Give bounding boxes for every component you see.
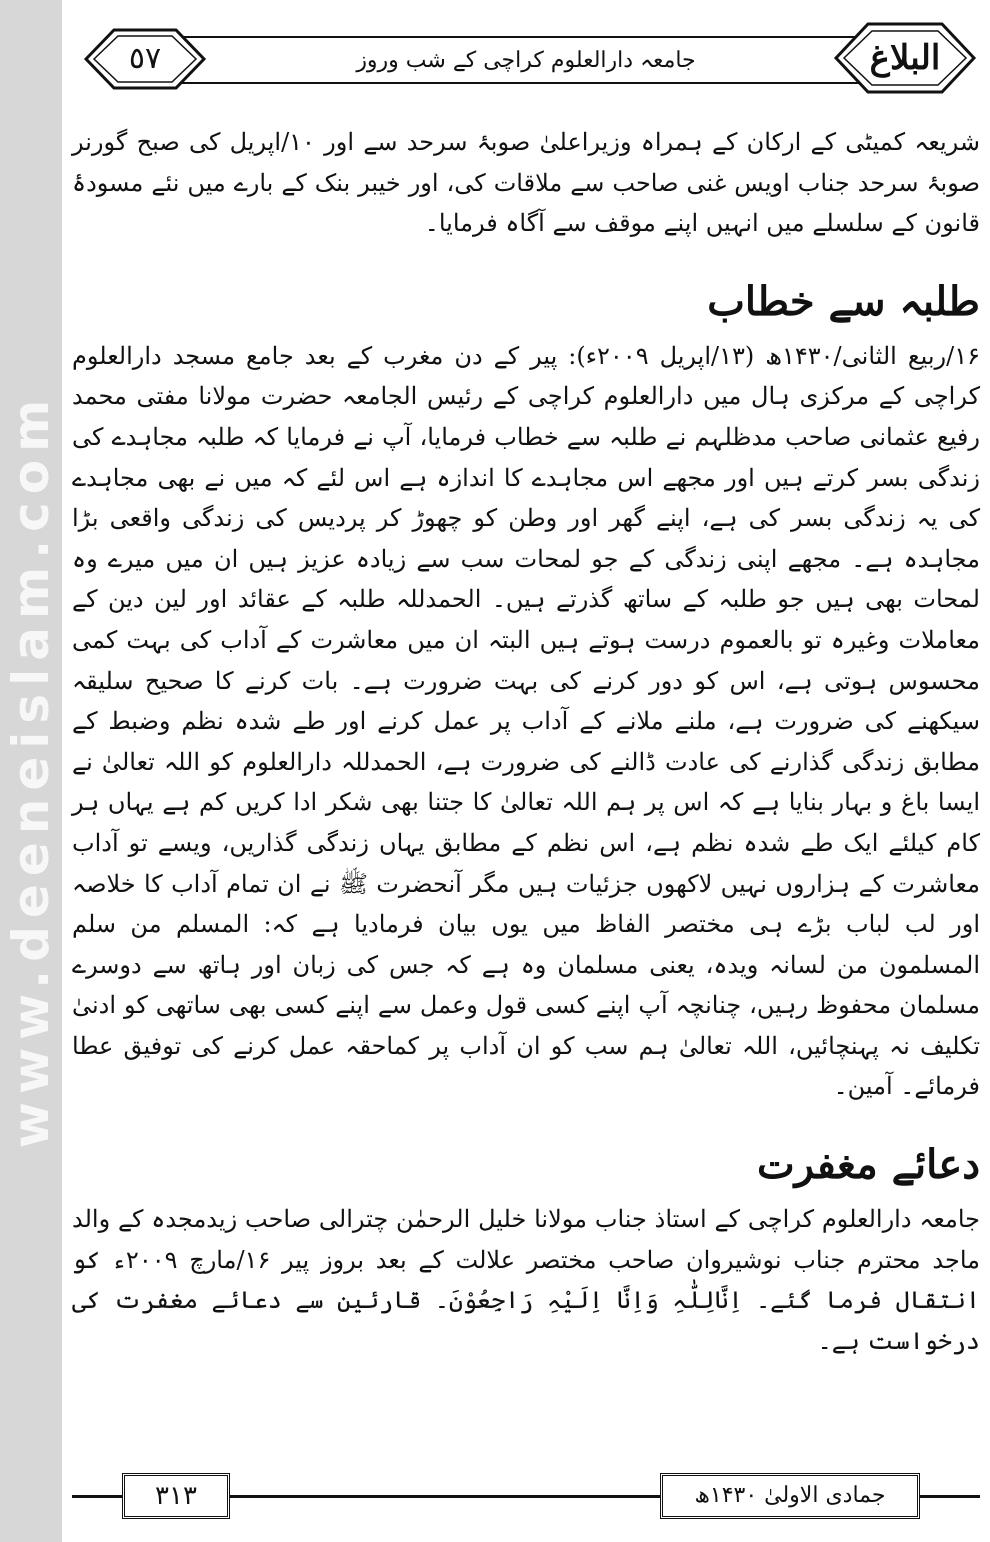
- magazine-logo: [830, 18, 980, 98]
- paragraph-intro: شریعہ کمیٹی کے ارکان کے ہمراہ وزیراعلیٰ صوبۂ سرحد سے اور ۱۰/اپریل کی صبح گورنر صوبۂ سرحد جناب اویس غنی صاحب سے ملاقات کی، اور خیبر بنک کے بارے میں نئے مسودۂ قانون کے سلسلے میں انہیں اپنے موقف سے آگاہ فرمایا۔: [72, 128, 981, 238]
- watermark-text: www.deeneislam.com: [2, 391, 60, 1149]
- page-footer: [72, 1465, 980, 1525]
- footer-issue-date: جمادی الاولیٰ ۱۴۳۰ھ: [660, 1473, 920, 1519]
- footer-rule-middle: [230, 1495, 660, 1498]
- header-rule-top: [152, 36, 900, 38]
- page-number: ٥٧: [128, 41, 162, 76]
- left-sidebar-strip: [0, 0, 62, 1542]
- footer-page-ref: ۳۱۳: [122, 1473, 230, 1519]
- section-heading-prayer: دعائے مغفرت: [756, 1141, 980, 1189]
- page-header: [72, 12, 980, 98]
- footer-rule-right: [920, 1495, 980, 1498]
- page: [72, 0, 980, 1542]
- running-title: جامعہ دارالعلوم کراچی کے شب وروز: [356, 48, 696, 73]
- footer-rule-left: [72, 1495, 122, 1498]
- header-rule-bottom: [152, 82, 900, 84]
- article-body: [72, 122, 980, 1361]
- paragraph-prayer: جامعہ دارالعلوم کراچی کے استاذ جناب مولانا خلیل الرحمٰن چترالی صاحب زیدمجدہ کے والد ماجد محترم جناب نوشیروان صاحب مختصر علالت کے بعد بروز پیر ۱۶/مارچ ۲۰۰۹ء کو انتقال فرما گئے۔ اِنَّالِلّٰہِ وَاِنَّا اِلَیْہِ رَاجِعُوْنَ۔ قارئین سے دعائے مغفرت کی درخواست ہے۔: [72, 1205, 980, 1355]
- page-number-badge: [80, 24, 210, 94]
- section-heading-students-address: طلبہ سے خطاب: [707, 277, 980, 325]
- logo-text: البلاغ: [869, 38, 941, 78]
- paragraph-students-address: ۱۶/ربیع الثانی/۱۴۳۰ھ (۱۳/اپریل ۲۰۰۹ء): پیر کے دن مغرب کے بعد جامع مسجد دارالعلوم کراچی کے مرکزی ہال میں دارالعلوم کراچی کے رئیس الجامعہ حضرت مولانا مفتی محمد رفیع عثمانی صاحب مدظلہم نے طلبہ سے خطاب فرمایا، آپ نے فرمایا کہ طلبہ مجاہدے کی زندگی بسر کرتے ہیں اور مجھے اس مجاہدے کا اندازہ ہے اس لئے کہ میں نے بھی مجاہدے کی یہ زندگی بسر کی ہے، اپنے گھر اور وطن کو چھوڑ کر پردیس کی زندگی واقعی بڑا مجاہدہ ہے۔ مجھے اپنی زندگی کے جو لمحات سب سے زیادہ عزیز ہیں ان میں میرے وہ لمحات بھی ہیں جو طلبہ کے ساتھ گذرتے ہیں۔ الحمدللہ طلبہ کے عقائد اور لین دین کے معاملات وغیرہ تو بالعموم درست ہوتے ہیں البتہ ان میں معاشرت کے آداب کی بہت کمی محسوس ہوتی ہے، اس کو دور کرنے کی بہت ضرورت ہے۔ بات کرنے کا صحیح سلیقہ سیکھنے کی ضرورت ہے، ملنے ملانے کے آداب پر عمل کرنے اور طے شدہ نظم وضبط کے مطابق زندگی گذارنے کی عادت ڈالنے کی ضرورت ہے، الحمدللہ دارالعلوم کو اللہ تعالیٰ نے ایسا باغ و بہار بنایا ہے کہ اس پر ہم اللہ تعالیٰ کا جتنا بھی شکر ادا کریں کم ہے یہاں ہر کام کیلئے ایک طے شدہ نظم ہے، اس نظم کے مطابق یہاں زندگی گذاریں، ویسے تو آداب معاشرت کے ہزاروں نہیں لاکھوں جزئیات ہیں مگر آنحضرت ﷺ نے ان تمام آداب کا خلاصہ اور لب لباب بڑے ہی مختصر الفاظ میں یوں بیان فرمادیا ہے کہ: المسلم من سلم المسلمون من لسانہ ویدہ، یعنی مسلمان وہ ہے کہ جس کی زبان اور ہاتھ سے دوسرے مسلمان محفوظ رہیں، چنانچہ آپ اپنے کسی قول وعمل سے اپنے کسی بھی ساتھی کو ادنیٰ تکلیف نہ پہنچائیں، اللہ تعالیٰ ہم سب کو ان آداب پر کماحقہ عمل کرنے کی توفیق عطا فرمائے۔ آمین۔: [72, 341, 980, 1101]
